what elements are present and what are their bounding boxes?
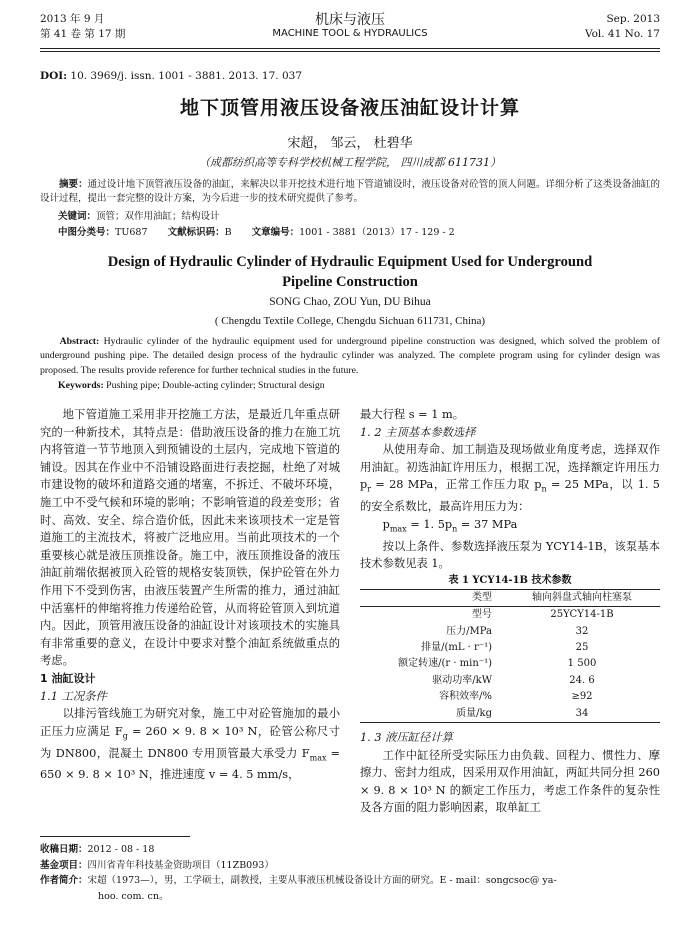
- table-cell-label: 额定转速/(r · min⁻¹): [398, 658, 492, 670]
- title-en: [40, 252, 660, 292]
- clc-label: 中图分类号：: [58, 227, 116, 238]
- doc-code-value: B: [224, 227, 232, 238]
- abstract-cn-label: 摘要：: [59, 179, 88, 190]
- title-en-line2: Pipeline Construction: [282, 274, 418, 290]
- table-row: [360, 589, 660, 606]
- authors-cn: 宋超， 邹云， 杜碧华: [287, 136, 413, 151]
- keywords-cn-label: 关键词：: [58, 211, 97, 222]
- table-cell-value: ≥92: [571, 691, 593, 703]
- header-vol-en: Vol. 41 No. 17: [584, 28, 660, 40]
- section-1-1-heading: 1.1 工况条件: [40, 689, 107, 703]
- table-cell-value: 32: [575, 625, 589, 637]
- table-cell-label: 类型: [360, 589, 504, 606]
- keywords-cn: [58, 210, 220, 224]
- header-date-cn: 2013 年 9 月: [40, 13, 105, 25]
- table-caption: 表 1 YCY14-1B 技术参数: [448, 574, 572, 586]
- header-date-en: Sep. 2013: [606, 13, 660, 25]
- right-column: [360, 406, 660, 817]
- table-cell-value: 25YCY14-1B: [550, 609, 614, 621]
- doi-label: DOI:: [40, 70, 68, 82]
- keywords-en: [58, 380, 325, 391]
- keywords-en-label: Keywords:: [58, 380, 104, 391]
- table-cell-label: 质量/kg: [360, 706, 504, 723]
- table-cell-label: 压力/MPa: [446, 625, 492, 637]
- header-rule-2: [40, 51, 660, 52]
- abstract-cn: [40, 178, 660, 206]
- footnote-fund: 基金项目：四川省青年科技基金资助项目（11ZB093）: [40, 859, 274, 871]
- table-row: [360, 640, 660, 656]
- abstract-en-label: Abstract:: [59, 336, 100, 347]
- table-cell-value: 25: [575, 642, 589, 654]
- section-1-1-paragraph: 以排污管线施工为研究对象，施工中对砼管施加的最小正压力应满足 $F_g = 260 \times 9$. 8 × 10³ N，砼管公称尺寸为 DN800，混凝土 DN800 专用顶管最大承受力 $F_{max} = 650 \times 9$. 8 × 10³ N，推进速度 v = 4. 5 mm/s，: [40, 707, 340, 782]
- doc-code-label: 文献标识码：: [167, 227, 225, 238]
- section-1-2-paragraph-2: 按以上条件、参数选择液压泵为 YCY14-1B，该泵基本技术参数见表 1。: [360, 539, 660, 571]
- intro-paragraph: 地下管道施工采用非开挖施工方法，是最近几年重点研究的一种新技术，其特点是：借助液压设备的推力在施工坑内将管道一节节地顶入到预铺设的土层内，完成地下管道的铺设。因其在作业中不沿铺设路面进行表挖掘，杜绝了对城市建设物的破坏和道路交通的堵塞，不拆迁、不破坏环境，施工中不受气候和环境的影响；不影响管道的段差变形；省时、高效、安全、综合造价低，因此未来该项技术一定是管道施工的主流技术，将被广泛地应用。当前此项技术的一个重要核心就是液压顶推设备。施工中，液压顶推设备的液压油缸前端依据被顶入砼管的规格安装顶铁，保护砼管在外力作用下不受到伤害，由液压装置产生所需的推力，通过油缸中活塞杆的伸缩将推力传递给砼管，从而将砼管顶入到坑道内。因此，顶管用液压设备的油缸设计对该项技术的实施具有非常重要的意义，在设计中要求对整个油缸系统做重点的考虑。: [40, 408, 340, 668]
- footnotes: [40, 842, 660, 904]
- abstract-en: [40, 335, 660, 378]
- affiliation-en: ( Chengdu Textile College, Chengdu Sichuan 611731, China): [214, 315, 486, 327]
- title-en-line1: Design of Hydraulic Cylinder of Hydraulic Equipment Used for Underground: [107, 254, 593, 270]
- table-row: [360, 706, 660, 723]
- table-cell-value: 24. 6: [569, 674, 595, 686]
- footnote-author: 作者简介：宋超（1973—），男，工学硕士，副教授，主要从事液压机械设备设计方面的研究。E - mail：songcsoc@ ya-: [40, 875, 557, 886]
- table-row: [360, 656, 660, 672]
- left-column: [40, 406, 340, 784]
- table-cell-label: 排量/(mL · r⁻¹): [421, 642, 492, 654]
- affiliation-cn: （成都纺织高等专科学校机械工程学院， 四川成都 611731）: [199, 156, 501, 169]
- table-cell-label: 驱动功率/kW: [432, 674, 492, 686]
- table-row: [360, 624, 660, 640]
- formula-pmax: $p_{max} = 1$. $5p_n = 37$ MPa: [382, 517, 518, 534]
- doi-value: 10. 3969/j. issn. 1001 - 3881. 2013. 17. 037: [70, 70, 303, 82]
- section-1-2-heading: 1. 2 主顶基本参数选择: [360, 425, 476, 439]
- table-cell-value: 1 500: [567, 658, 597, 670]
- table-row: [360, 673, 660, 689]
- table-cell-label: 容积效率/%: [439, 691, 492, 703]
- clc-value: TU687: [115, 227, 148, 238]
- section-1-3-paragraph: 工作中缸径所受实际压力由负载、回程力、惯性力、摩擦力、密封力组成，因采用双作用油缸，两缸共同分担 260 × 9. 8 × 10³ N 的额定工作压力，考虑工作条件的复杂性及各方面的阻力影响因素，取单缸工: [360, 748, 660, 815]
- abstract-en-text: Hydraulic cylinder of the hydraulic equipment used for underground pipeline construction was designed, which solved the problem of underground pushing pipe. The detailed design process of the hydraulic cylinder was analyzed. The complete program using for cylinder design was proposed. The results provide reference for further technical studies in the future.: [40, 336, 661, 376]
- stroke-text: 最大行程 s = 1 m。: [360, 408, 465, 421]
- footnote-rule: [40, 836, 190, 837]
- section-1-2-paragraph: 从使用寿命、加工制造及现场做业角度考虑，选择双作用油缸。初选油缸许用压力，根据工况，选择额定许用压力 $p_r = 28$ MPa，正常工作压力取 $p_n = 25$ MPa，以 1. 5 的安全系数比，最高许用压力为：: [360, 443, 660, 514]
- authors-en: SONG Chao, ZOU Yun, DU Bihua: [269, 296, 431, 308]
- table-cell-value: 34: [504, 706, 660, 723]
- table-row: [360, 689, 660, 705]
- article-no-label: 文章编号：: [251, 227, 300, 238]
- footnote-author-cont: hoo. com. cn。: [98, 890, 169, 902]
- footnote-received: 收稿日期：2012 - 08 - 18: [40, 844, 155, 855]
- table-row: [360, 607, 660, 624]
- title-cn: 地下顶管用液压设备液压油缸设计计算: [179, 97, 520, 119]
- table-cell-label: 型号: [472, 609, 492, 621]
- section-1-heading: 1 油缸设计: [40, 671, 96, 685]
- header-issue-cn: 第 41 卷 第 17 期: [40, 28, 126, 40]
- article-no-value: 1001 - 3881（2013）17 - 129 - 2: [299, 227, 455, 238]
- header-rule: [40, 48, 660, 49]
- table-cell-value: 轴向斜盘式轴向柱塞泵: [504, 589, 660, 606]
- keywords-cn-text: 顶管；双作用油缸；结构设计: [96, 211, 220, 222]
- journal-title-cn: 机床与液压: [315, 12, 385, 28]
- doi: [40, 70, 302, 82]
- keywords-en-text: Pushing pipe; Double-acting cylinder; Structural design: [106, 380, 325, 391]
- journal-title-en: MACHINE TOOL & HYDRAULICS: [272, 28, 428, 39]
- classification: [58, 226, 455, 240]
- spec-table: [360, 589, 660, 723]
- abstract-cn-text: 通过设计地下顶管液压设备的油缸，来解决以非开挖技术进行地下管道铺设时，液压设备对砼管的顶人问题。详细分析了这类设备油缸的设计过程，提出一套完整的设计方案，为今后进一步的技术研究提供了参考。: [40, 179, 660, 204]
- section-1-3-heading: 1. 3 液压缸径计算: [360, 731, 453, 745]
